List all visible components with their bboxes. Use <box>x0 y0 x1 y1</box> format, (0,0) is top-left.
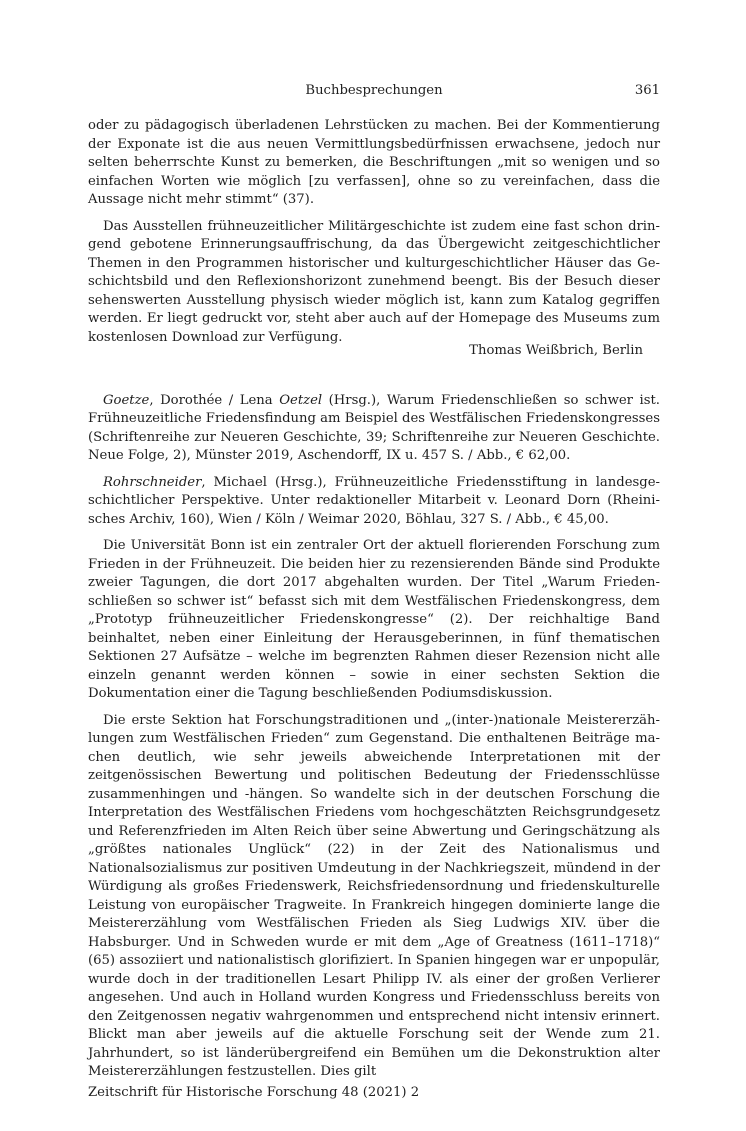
page-number: 361 <box>634 83 660 98</box>
reviewer-signature: Thomas Weißbrich, Berlin <box>469 343 643 358</box>
bibliography-entry <box>88 392 660 466</box>
journal-footer: Zeitschrift für Historische Forschung 48 (2021) 2 <box>88 1085 420 1100</box>
entry-text: , Dorothée / Lena <box>149 392 280 408</box>
running-head <box>88 83 660 101</box>
page-body <box>88 117 660 1082</box>
paragraph: Das Ausstellen frühneuzeitlicher Militärgeschichte ist zudem eine fast schon dringend gebotene Erinnerungsauffrischung, da das Übergewicht zeitgeschichtlicher Themen in den Programmen historischer und kulturgeschichtlicher Häuser das Geschichtsbild und den Reflexionshorizont zunehmend beengt. Bis der Besuch dieser sehenswerten Ausstellung physisch wieder möglich ist, kann zum Katalog gegriffen werden. Er liegt gedruckt vor, steht aber auch auf der Homepage des Museums zum kostenlosen Download zur Verfügung. <box>88 218 660 345</box>
paragraph: Die erste Sektion hat Forschungstraditionen und „(inter-)nationale Meistererzählungen zum Westfälischen Frieden“ zum Gegenstand. Die enthaltenen Beiträge machen deutlich, wie sehr jeweils abweichende Interpretationen mit der zeitgenössischen Bewertung und politischen Bedeutung der Friedensschlüsse zusammenhingen und -hängen. So wandelte sich in der deutschen Forschung die Interpretation des Westfälischen Friedens vom hochgeschätzten Reichsgrundgesetz und Referenzfrieden im Alten Reich über seine Abwertung und Geringschätzung als „größtes nationales Unglück“ (22) in der Zeit des Nationalismus und Nationalsozialismus zur positiven Umdeutung in der Nachkriegszeit, mündend in der Würdigung als großes Friedenswerk, Reichsfriedensordnung und friedenskulturelle Leistung von europäischer Tragweite. In Frankreich hingegen dominierte lange die Meistererzählung vom Westfälischen Frieden als Sieg Ludwigs XIV. über die Habsburger. Und in Schweden wurde er mit dem „Age of Greatness (1611–1718)“ (65) assoziiert und nationalistisch glorifiziert. In Spanien hingegen war er unpopulär, wurde doch in der traditionellen Lesart Philipp IV. als einer der großen Verlierer angesehen. Und auch in Holland wurden Kongress und Friedensschluss bereits von den Zeitgenossen negativ wahrgenommen und entsprechend nicht intensiv erinnert. Blickt man aber jeweils auf die aktuelle Forschung seit der Wende zum 21. Jahrhundert, so ist länderübergreifend ein Bemühen um die Dekonstruktion alter Meistererzählungen festzustellen. Dies gilt <box>88 712 660 1079</box>
bibliography-block <box>88 392 660 530</box>
entry-text: , Michael (Hrsg.), Frühneuzeitliche Friedensstiftung in landesgeschichtlicher Perspektive. Unter redaktioneller Mitarbeit v. Leonard Dorn (Rheinisches Archiv, 160), Wien / Köln / Weimar 2020, Böhlau, 327 S. / Abb., € 45,00. <box>88 474 660 527</box>
running-title: Buchbesprechungen <box>305 83 443 98</box>
author-lastname: Goetze <box>103 392 150 408</box>
author-lastname: Rohrschneider <box>103 474 202 490</box>
paragraph: Die Universität Bonn ist ein zentraler Ort der aktuell florierenden Forschung zum Frieden in der Frühneuzeit. Die beiden hier zu rezensierenden Bände sind Produkte zweier Tagungen, die dort 2017 abgehalten wurden. Der Titel „Warum Friedenschließen so schwer ist“ befasst sich mit dem Westfälischen Friedenskongress, dem „Prototyp frühneuzeitlicher Friedenskongresse“ (2). Der reichhaltige Band beinhaltet, neben einer Einleitung der Herausgeberinnen, in fünf thematischen Sektionen 27 Aufsätze – welche im begrenzten Rahmen dieser Rezension nicht alle einzeln genannt werden können – sowie in einer sechsten Sektion die Dokumentation einer die Tagung beschließenden Podiumsdiskussion. <box>88 538 660 701</box>
paragraph-continued: oder zu pädagogisch überladenen Lehrstücken zu machen. Bei der Kommentierung der Exponate ist die aus neuen Vermittlungsbedürfnissen erwachsene, jedoch nur selten beherrschte Kunst zu bemerken, die Beschriftungen „mit so wenigen und so einfachen Worten wie möglich [zu verfassen], ohne so zu vereinfachen, dass die Aussage nicht mehr stimmt“ (37). <box>88 118 660 207</box>
bibliography-entry <box>88 474 660 530</box>
coauthor-lastname: Oetzel <box>279 392 323 408</box>
entry-text: (Hrsg.), Warum Friedenschließen so schwer ist. Frühneuzeitliche Friedensfindung am Beispiel des Westfälischen Friedenskongresses (Schriftenreihe zur Neueren Geschichte, 39; Schriftenreihe zur Neueren Geschichte. Neue Folge, 2), Münster 2019, Aschendorff, IX u. 457 S. / Abb., € 62,00. <box>88 392 660 463</box>
